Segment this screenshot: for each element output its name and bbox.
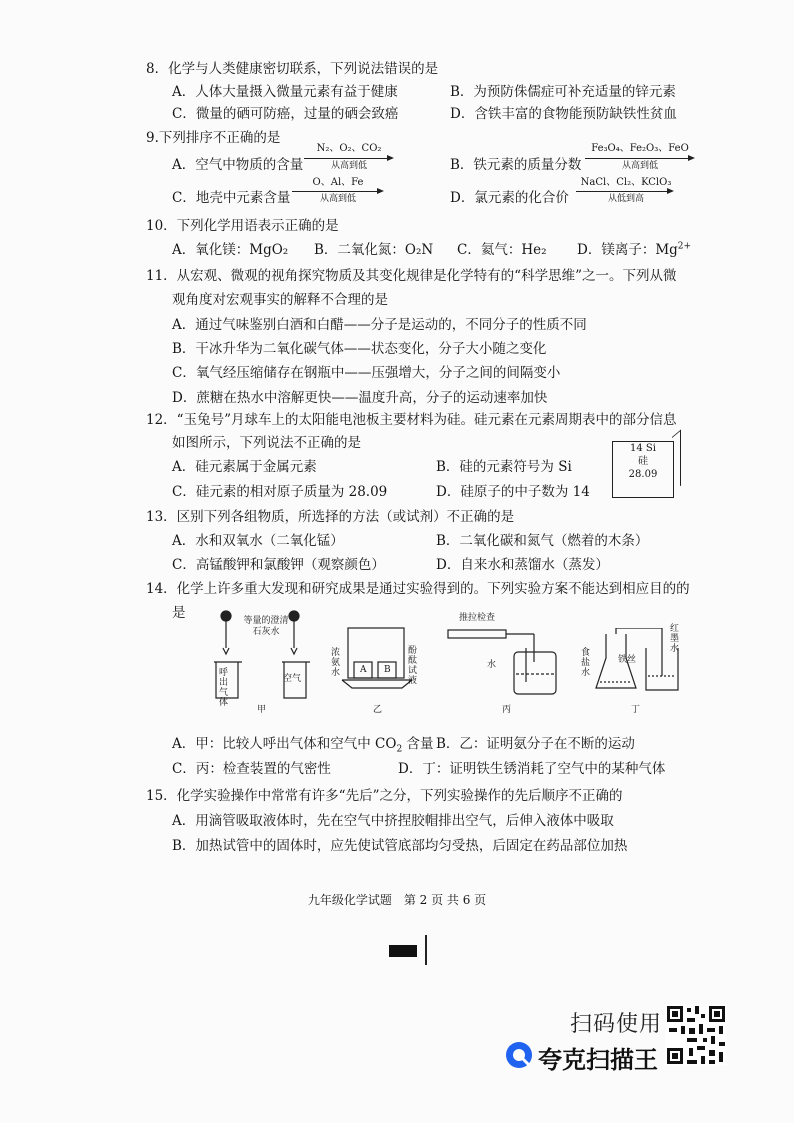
- silicon-periodic-cell: [612, 441, 674, 498]
- fig-jia-left-label: 呼出气体: [219, 668, 229, 708]
- fig-yi-left-label: 浓氨水: [331, 648, 341, 678]
- q9-c-arrow: [292, 191, 382, 192]
- scan-mark-block: [389, 945, 417, 957]
- fig-yi-right-label: 酚酞试液: [408, 646, 418, 686]
- q11-option-a: A．通过气味鉴别白酒和白醋——分子是运动的，不同分子的性质不同: [172, 317, 587, 333]
- q9-c-arrow-top: O、Al、Fe: [312, 177, 364, 188]
- q10-option-c: C．氦气：He₂: [457, 242, 547, 258]
- q13-option-c: C．高锰酸钾和氯酸钾（观察颜色）: [172, 557, 385, 573]
- q9-a-arrow: [304, 158, 392, 159]
- q11-option-d: D．蔗糖在热水中溶解更快——温度升高，分子的运动速率加快: [172, 390, 548, 406]
- q12-option-d: D．硅原子的中子数为 14: [436, 484, 590, 500]
- fig-jia-top-label: 等量的澄清石灰水: [243, 616, 289, 637]
- scanner-brand-text: 夸克扫描王: [538, 1046, 658, 1074]
- q10-option-d: [577, 238, 691, 258]
- figure-bing: [440, 612, 570, 702]
- page-footer: 九年级化学试题 第 2 页 共 6 页: [307, 893, 487, 907]
- q9-d-arrow-bottom: 从低到高: [607, 194, 644, 204]
- q14-option-c: C．丙：检查装置的气密性: [172, 761, 331, 777]
- q10-option-d-charge: 2+: [677, 241, 692, 252]
- q10-option-a: A．氧化镁：MgO₂: [172, 242, 289, 258]
- q9-b-arrow-top: Fe₃O₄、Fe₂O₃、FeO: [591, 143, 689, 154]
- q14-option-b: B．乙：证明氨分子在不断的运动: [436, 736, 635, 752]
- q8-option-c: C．微量的硒可防癌，过量的硒会致癌: [172, 106, 399, 122]
- fig-bing-water-label: 水: [487, 660, 497, 670]
- q12-option-c: C．硅元素的相对原子质量为 28.09: [172, 484, 388, 500]
- q12-stem-line1: 12．“玉兔号”月球车上的太阳能电池板主要材料为硅。硅元素在元素周期表中的部分信息: [146, 412, 677, 428]
- fig-ding-red-label: 红墨水: [670, 624, 680, 654]
- fig-yi-b: B: [384, 665, 391, 675]
- silicon-symbol: Si: [645, 443, 656, 454]
- fig-bing-caption: 丙: [502, 705, 512, 715]
- fig-ding-iron-label: 铁丝: [618, 655, 637, 665]
- q14-option-d: D．丁：证明铁生锈消耗了空气中的某种气体: [398, 761, 666, 777]
- q8-option-a: A．人体大量摄入微量元素有益于健康: [172, 84, 398, 100]
- q13-stem: 13．区别下列各组物质，所选择的方法（或试剂）不正确的是: [146, 509, 515, 525]
- q9-option-a: A．空气中物质的含量: [172, 157, 304, 173]
- q13-option-b: B．二氧化碳和氮气（燃着的木条）: [436, 533, 649, 549]
- fig-yi-a: A: [360, 665, 367, 675]
- q11-stem-line2: 观角度对宏观事实的解释不合理的是: [172, 292, 388, 308]
- silicon-cell-header: [613, 442, 673, 455]
- silicon-cell-depth: [672, 429, 681, 493]
- q9-a-arrow-bottom: 从高到低: [330, 161, 367, 171]
- fig-jia-right-label: 空气: [283, 674, 302, 684]
- fig-yi-caption: 乙: [373, 705, 383, 715]
- q8-stem: 8．化学与人类健康密切联系，下列说法错误的是: [146, 61, 439, 77]
- q9-d-arrow-top: NaCl、Cl₂、KClO₃: [580, 177, 672, 188]
- q14-option-a: [172, 732, 433, 755]
- q9-b-arrow: [585, 158, 693, 159]
- q12-option-a: A．硅元素属于金属元素: [172, 459, 317, 475]
- scan-mark-line: [425, 935, 427, 965]
- q13-option-a: A．水和双氧水（二氧化锰）: [172, 533, 344, 549]
- qr-code-icon[interactable]: [665, 1004, 727, 1066]
- q10-option-b: B．二氧化氮：O₂N: [314, 242, 434, 258]
- silicon-name: 硅: [638, 456, 648, 467]
- q9-option-c: C．地壳中元素含量: [172, 190, 291, 206]
- q12-option-b: B．硅的元素符号为 Si: [436, 459, 572, 475]
- q11-option-b: B．干冰升华为二氧化碳气体——状态变化，分子大小随之变化: [172, 341, 547, 357]
- q15-option-a: A．用滴管吸取液体时，先在空气中挤捏胶帽排出空气，后伸入液体中吸取: [172, 813, 614, 829]
- q9-c-arrow-bottom: 从高到低: [319, 194, 356, 204]
- fig-ding-salt-label: 食盐水: [581, 648, 591, 678]
- q8-option-b: B．为预防侏儒症可补充适量的锌元素: [450, 84, 676, 100]
- q10-stem: 10．下列化学用语表示正确的是: [146, 218, 339, 234]
- q14-stem-line2: 是: [172, 605, 186, 621]
- q15-stem: 15．化学实验操作中常常有许多“先后”之分，下列实验操作的先后顺序不正确的: [146, 788, 623, 804]
- fig-ding-caption: 丁: [631, 705, 641, 715]
- q9-option-d: D．氯元素的化合价: [450, 190, 569, 206]
- q11-option-c: C．氧气经压缩储存在钢瓶中——压强增大，分子之间的间隔变小: [172, 365, 561, 381]
- q9-a-arrow-top: N₂、O₂、CO₂: [316, 143, 382, 154]
- q14-option-a-tail: 含量: [402, 736, 434, 752]
- q10-option-d-text: D．镁离子：Mg: [577, 242, 678, 258]
- q14-stem-line1: 14．化学上许多重大发现和研究成果是通过实验得到的。下列实验方案不能达到相应目的的: [146, 581, 690, 597]
- scanner-use-text: 扫码使用: [570, 1012, 663, 1037]
- q15-option-b: B．加热试管中的固体时，应先使试管底部均匀受热，后固定在药品部位加热: [172, 838, 628, 854]
- q11-stem-line1: 11．从宏观、微观的视角探究物质及其变化规律是化学特有的“科学思维”之一。下列从微: [146, 268, 677, 284]
- silicon-atomic-number: 14: [630, 443, 643, 454]
- q9-option-b: B．铁元素的质量分数: [450, 157, 582, 173]
- q8-option-d: D．含铁丰富的食物能预防缺铁性贫血: [450, 106, 677, 122]
- q9-stem: 9.下列排序不正确的是: [146, 130, 281, 146]
- q14-option-a-text: A．甲：比较人呼出气体和空气中 CO: [172, 736, 397, 752]
- q9-d-arrow: [576, 191, 672, 192]
- q14-option-a-sub: 2: [396, 744, 403, 755]
- silicon-mass: 28.09: [628, 469, 658, 480]
- fig-jia-caption: 甲: [257, 705, 267, 715]
- q12-stem-line2: 如图所示，下列说法不正确的是: [172, 435, 361, 451]
- quark-logo-icon: [504, 1040, 534, 1070]
- q9-b-arrow-bottom: 从高到低: [621, 161, 658, 171]
- q13-option-d: D．自来水和蒸馏水（蒸发）: [436, 557, 609, 573]
- fig-bing-top-label: 推拉检查: [459, 613, 496, 623]
